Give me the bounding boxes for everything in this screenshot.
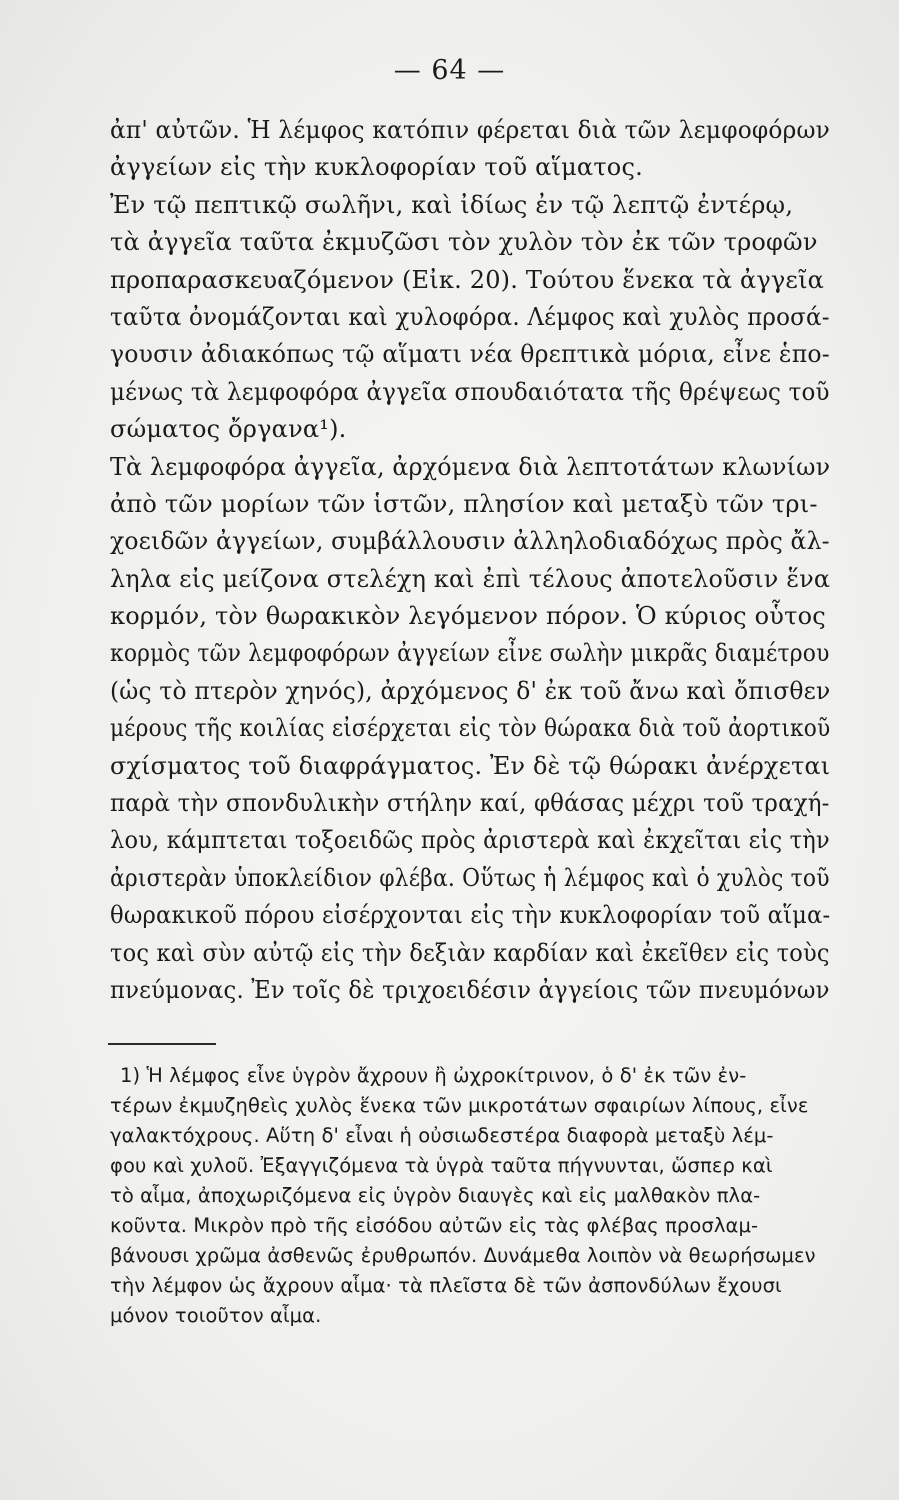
- text-line: παρὰ τὴν σπονδυλικὴν στήλην καί, φθάσας μέχρι τοῦ τραχή-: [110, 789, 830, 818]
- footnote-line: τέρων ἐκμυζηθεὶς χυλὸς ἕνεκα τῶν μικροτάτων σφαιρίων λίπους, εἶνε: [110, 1094, 809, 1117]
- text-line: σχίσματος τοῦ διαφράγματος. Ἐν δὲ τῷ θώρακι ἀνέρχεται: [110, 751, 831, 780]
- footnote-line: κοῦντα. Μικρὸν πρὸ τῆς εἰσόδου αὐτῶν εἰς τὰς φλέβας προσλαμ-: [110, 1214, 759, 1237]
- text-line: κορμὸς τῶν λεμφοφόρων ἀγγείων εἶνε σωλὴν μικρᾶς διαμέτρου: [110, 639, 830, 668]
- text-line: ληλα εἰς μείζονα στελέχη καὶ ἐπὶ τέλους ἀποτελοῦσιν ἕνα: [110, 564, 831, 593]
- text-line: ἀπ' αὐτῶν. Ἡ λέμφος κατόπιν φέρεται διὰ τῶν λεμφοφόρων: [110, 116, 830, 144]
- page-number: — 64 —: [393, 55, 506, 86]
- text-line: προπαρασκευαζόμενον (Εἰκ. 20). Τούτου ἕνεκα τὰ ἀγγεῖα: [110, 265, 825, 294]
- text-line: τος καὶ σὺν αὐτῷ εἰς τὴν δεξιὰν καρδίαν καὶ ἐκεῖθεν εἰς τοὺς: [110, 938, 830, 967]
- text-line: κορμόν, τὸν θωρακικὸν λεγόμενον πόρον. Ὁ κύριος οὗτος: [110, 602, 826, 631]
- footnote-line: 1) Ἡ λέμφος εἶνε ὑγρὸν ἄχρουν ἢ ὠχροκίτρινον, ὁ δ' ἐκ τῶν ἐν-: [120, 1064, 747, 1087]
- footnote-line: φου καὶ χυλοῦ. Ἐξαγγιζόμενα τὰ ὑγρὰ ταῦτα πήγνυνται, ὥσπερ καὶ: [110, 1154, 773, 1177]
- footnote-line: μόνον τοιοῦτον αἷμα.: [110, 1304, 322, 1327]
- text-line: μέρους τῆς κοιλίας εἰσέρχεται εἰς τὸν θώρακα διὰ τοῦ ἀορτικοῦ: [110, 714, 831, 743]
- text-line: ἀριστερὰν ὑποκλείδιον φλέβα. Οὕτως ἡ λέμφος καὶ ὁ χυλὸς τοῦ: [110, 863, 830, 892]
- text-line: πνεύμονας. Ἐν τοῖς δὲ τριχοειδέσιν ἀγγείοις τῶν πνευμόνων: [110, 975, 830, 1004]
- footnote-line: βάνουσι χρῶμα ἀσθενῶς ἐρυθρωπόν. Δυνάμεθα λοιπὸν νὰ θεωρήσωμεν: [110, 1244, 816, 1267]
- text-line: Ἐν τῷ πεπτικῷ σωλῆνι, καὶ ἰδίως ἐν τῷ λεπτῷ ἐντέρῳ,: [110, 190, 794, 219]
- footnote-line: τὴν λέμφον ὡς ἄχρουν αἷμα· τὰ πλεῖστα δὲ τῶν ἀσπονδύλων ἔχουσι: [110, 1274, 782, 1297]
- footnote-line: γαλακτόχρους. Αὕτη δ' εἶναι ἡ οὐσιωδεστέρα διαφορὰ μεταξὺ λέμ-: [110, 1124, 774, 1147]
- text-line: γουσιν ἀδιακόπως τῷ αἵματι νέα θρεπτικὰ μόρια, εἶνε ἑπο-: [110, 340, 830, 369]
- text-line: ἀγγείων εἰς τὴν κυκλοφορίαν τοῦ αἵματος.: [110, 153, 643, 182]
- footnote-divider: [108, 1043, 216, 1045]
- text-line: σώματος ὄργανα¹).: [110, 415, 347, 444]
- text-line: (ὡς τὸ πτερὸν χηνός), ἀρχόμενος δ' ἐκ τοῦ ἄνω καὶ ὄπισθεν: [110, 676, 831, 705]
- main-text: [110, 112, 830, 1009]
- text-line: μένως τὰ λεμφοφόρα ἀγγεῖα σπουδαιότατα τῆς θρέψεως τοῦ: [110, 377, 830, 406]
- footnote-line: τὸ αἷμα, ἀποχωριζόμενα εἰς ὑγρὸν διαυγὲς καὶ εἰς μαλθακὸν πλα-: [110, 1184, 761, 1207]
- footnote: [110, 1061, 830, 1331]
- text-line: θωρακικοῦ πόρου εἰσέρχονται εἰς τὴν κυκλοφορίαν τοῦ αἵμα-: [110, 901, 831, 930]
- text-line: λου, κάμπτεται τοξοειδῶς πρὸς ἀριστερὰ καὶ ἐκχεῖται εἰς τὴν: [110, 826, 830, 855]
- text-line: τὰ ἀγγεῖα ταῦτα ἐκμυζῶσι τὸν χυλὸν τὸν ἐκ τῶν τροφῶν: [110, 228, 818, 257]
- text-line: Τὰ λεμφοφόρα ἀγγεῖα, ἀρχόμενα διὰ λεπτοτάτων κλωνίων: [110, 452, 831, 481]
- text-line: ταῦτα ὀνομάζονται καὶ χυλοφόρα. Λέμφος καὶ χυλὸς προσά-: [110, 302, 830, 331]
- text-line: χοειδῶν ἀγγείων, συμβάλλουσιν ἀλληλοδιαδόχως πρὸς ἄλ-: [110, 527, 830, 556]
- text-line: ἀπὸ τῶν μορίων τῶν ἱστῶν, πλησίον καὶ μεταξὺ τῶν τρι-: [110, 489, 818, 518]
